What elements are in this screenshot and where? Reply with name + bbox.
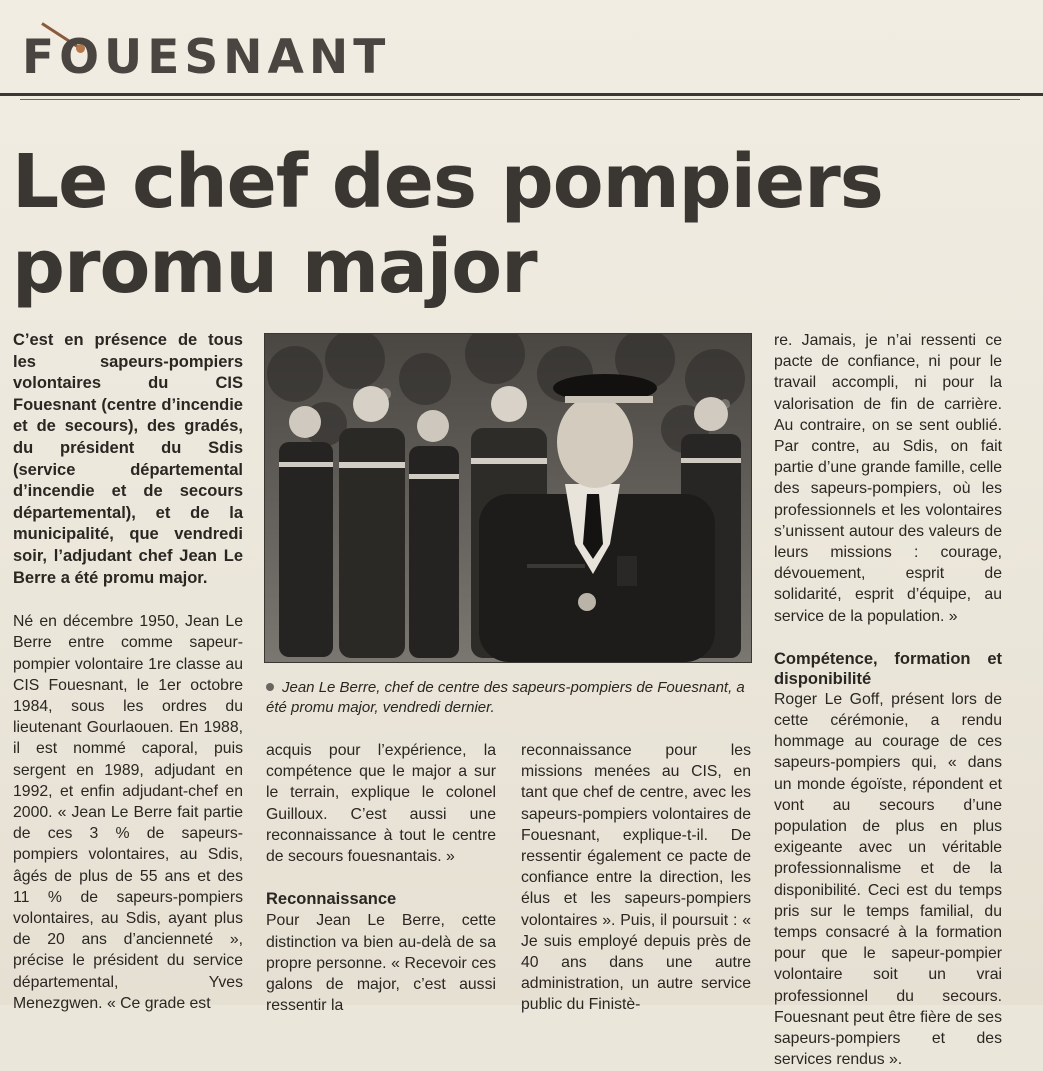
column-4-top-text: re. Jamais, je n’ai ressenti ce pacte de confiance, ni pour le travail accompli, ni pour la valorisation de fin de carrière. Au contraire, on se sent oublié. Par contre, au Sdis, on fait partie d’une grande famille, celle des sapeurs-pompiers, où les professionnels et les volontaires s’unissent autour des valeurs de leurs missions : courage, dévouement, esprit de solidarité, esprit d’équipe, au service de la population. » xyxy=(774,332,1002,625)
headline xyxy=(12,140,1012,310)
column-2-top-text: acquis pour l’expérience, la compétence que le major a sur le terrain, explique le colonel Guilloux. C’est aussi une reconnaissance à tout le centre de secours fouesnantais. » xyxy=(266,742,496,866)
headline-line-2: promu major xyxy=(12,224,537,310)
article-photo xyxy=(264,333,752,663)
headline-line-1: Le chef des pompiers xyxy=(12,139,883,225)
photo-caption xyxy=(266,678,750,718)
column-3 xyxy=(521,740,751,1016)
lead-paragraph: C’est en présence de tous les sapeurs-pompiers volontaires du CIS Fouesnant (centre d’incendie et de secours), des gradés, du président du Sdis (service départemental d’incendie et de secours départemental), et de la municipalité, que vendredi soir, l’adjudant chef Jean Le Berre a été promu major. xyxy=(13,331,243,587)
column-1-text: Né en décembre 1950, Jean Le Berre entre comme sapeur-pompier volontaire 1re classe au CIS Fouesnant, le 1er octobre 1984, sous les ordres du lieutenant Gourlaouen. En 1988, il est nommé caporal, puis sergent en 1989, adjudant en 1992, et enfin adjudant-chef en 2000. « Jean Le Berre fait partie de ces 3 % de sapeurs-pompiers volontaires, au Sdis, âgés de plus de 55 ans et des 11 % de sapeurs-pompiers volontaires, au Sdis, ayant plus de 20 ans d’ancienneté », précise le président du service départemental, Yves Menezgwen. « Ce grade est xyxy=(13,613,243,1012)
bleed-through xyxy=(330,90,341,133)
section-title: FOUESNANT xyxy=(22,30,391,85)
subhead-reconnaissance: Reconnaissance xyxy=(266,890,397,909)
column-3-text: reconnaissance pour les missions menées au CIS, en tant que chef de centre, avec les sapeurs-pompiers volontaires de Fouesnant, explique-t-il. De ressentir également ce pacte de confiance entre la direction, les élus et les sapeurs-pompiers volontaires ». Puis, il poursuit : « Je suis employé depuis près de 40 ans dans une autre administration, un autre service public du Finistè- xyxy=(521,742,751,1014)
subhead-competence: Compétence, formation et disponibilité xyxy=(774,649,1002,688)
column-1 xyxy=(13,330,243,1014)
caption-bullet-icon xyxy=(266,683,274,691)
column-2 xyxy=(266,740,496,1016)
column-2-bottom-text: Pour Jean Le Berre, cette distinction va bien au-delà de sa propre personne. « Recevoir ces galons de major, c’est aussi ressentir la xyxy=(266,912,496,1015)
column-4-bottom-text: Roger Le Goff, présent lors de cette cérémonie, a rendu hommage au courage de ces sapeurs-pompiers qui, « dans un monde égoïste, répondent et vont au secours d’une population de plus en plus exigeante avec un véritable professionnalisme et de la disponibilité. Ceci est du temps pris sur le temps familial, du temps consacré à la formation pour que le sapeur-pompier volontaire soit un vrai professionnel du secours. Fouesnant peut être fière de ses sapeurs-pompiers et des services rendus ». xyxy=(774,690,1002,1069)
section-rule xyxy=(0,93,1043,96)
caption-text: Jean Le Berre, chef de centre des sapeurs-pompiers de Fouesnant, a été promu major, vendredi dernier. xyxy=(266,679,745,716)
firefighters-photo-image xyxy=(265,334,751,662)
section-rule-thin xyxy=(20,99,1020,100)
column-4 xyxy=(774,330,1002,1071)
